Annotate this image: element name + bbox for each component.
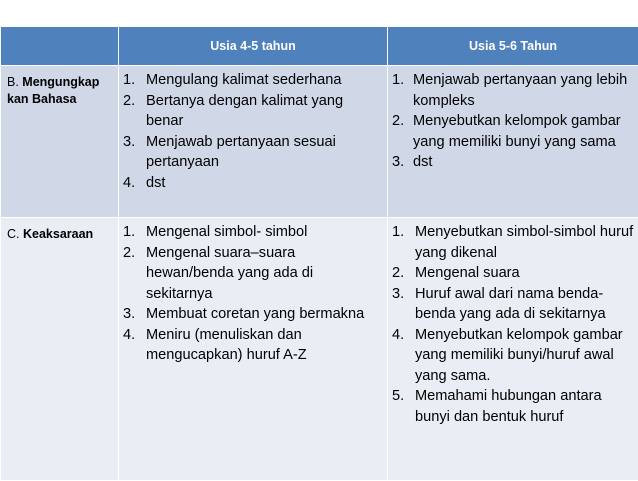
list-item [392, 111, 634, 152]
list-item-number: 1. [392, 70, 413, 111]
list-item [392, 386, 634, 427]
list-item-text: Huruf awal dari nama benda-benda yang ada di sekitarnya [415, 284, 634, 325]
list-item-text: Menjawab pertanyaan yang lebih kompleks [413, 70, 634, 111]
list-item [123, 70, 383, 91]
item-list [388, 66, 638, 173]
stimulation-table [0, 27, 638, 481]
item-list [119, 218, 387, 366]
list-item-text: Memahami hubungan antara bunyi dan bentuk huruf [415, 386, 634, 427]
list-item [123, 243, 383, 305]
row-label-title: Mengungkap kan Bahasa [7, 75, 99, 106]
list-item-number: 1. [123, 222, 146, 243]
list-item [392, 222, 634, 263]
list-item-number: 5. [392, 386, 415, 427]
header-row [1, 27, 638, 66]
list-item-number: 1. [123, 70, 146, 91]
list-item [392, 263, 634, 284]
list-item-text: Meniru (menuliskan dan mengucapkan) huruf A-Z [146, 325, 383, 366]
row-label-prefix: C. [7, 227, 23, 241]
cell-keaksaraan-5-6 [388, 218, 638, 481]
list-item-text: dst [413, 152, 634, 173]
list-item-text: Mengulang kalimat sederhana [146, 70, 383, 91]
table-row [1, 66, 638, 218]
list-item-number: 3. [123, 304, 146, 325]
list-item-number: 2. [392, 263, 415, 284]
list-item [123, 325, 383, 366]
list-item-text: Menyebutkan kelompok gambar yang memiliki bunyi yang sama [413, 111, 634, 152]
list-item [123, 222, 383, 243]
list-item-text: Bertanya dengan kalimat yang benar [146, 91, 383, 132]
list-item [392, 70, 634, 111]
row-label-keaksaraan [1, 218, 119, 481]
list-item-number: 2. [392, 111, 413, 152]
list-item [123, 132, 383, 173]
list-item-number: 4. [123, 173, 146, 194]
list-item-number: 3. [392, 152, 413, 173]
list-item-number: 2. [123, 243, 146, 305]
list-item-text: Menyebutkan kelompok gambar yang memiliki bunyi/huruf awal yang sama. [415, 325, 634, 387]
table-row [1, 218, 638, 481]
header-empty-cell [1, 27, 119, 66]
row-label-title: Keaksaraan [23, 227, 93, 241]
list-item-text: Menyebutkan simbol-simbol huruf yang dikenal [415, 222, 634, 263]
row-label-prefix: B. [7, 75, 22, 89]
cell-bahasa-5-6 [388, 66, 638, 218]
list-item [123, 173, 383, 194]
row-label-bahasa [1, 66, 119, 218]
header-age-4-5: Usia 4-5 tahun [119, 27, 388, 66]
header-age-5-6: Usia 5-6 Tahun [388, 27, 638, 66]
list-item-text: Menjawab pertanyaan sesuai pertanyaan [146, 132, 383, 173]
list-item-number: 4. [392, 325, 415, 387]
cell-keaksaraan-4-5 [119, 218, 388, 481]
list-item-number: 3. [123, 132, 146, 173]
list-item [392, 152, 634, 173]
item-list [119, 66, 387, 193]
list-item-text: Mengenal simbol- simbol [146, 222, 383, 243]
list-item-text: Membuat coretan yang bermakna [146, 304, 383, 325]
list-item [123, 304, 383, 325]
item-list [388, 218, 638, 427]
list-item-number: 1. [392, 222, 415, 263]
list-item-text: Mengenal suara–suara hewan/benda yang ada di sekitarnya [146, 243, 383, 305]
list-item [392, 325, 634, 387]
list-item-number: 2. [123, 91, 146, 132]
list-item [392, 284, 634, 325]
list-item-text: Mengenal suara [415, 263, 634, 284]
cell-bahasa-4-5 [119, 66, 388, 218]
list-item-number: 3. [392, 284, 415, 325]
list-item-number: 4. [123, 325, 146, 366]
list-item [123, 91, 383, 132]
list-item-text: dst [146, 173, 383, 194]
